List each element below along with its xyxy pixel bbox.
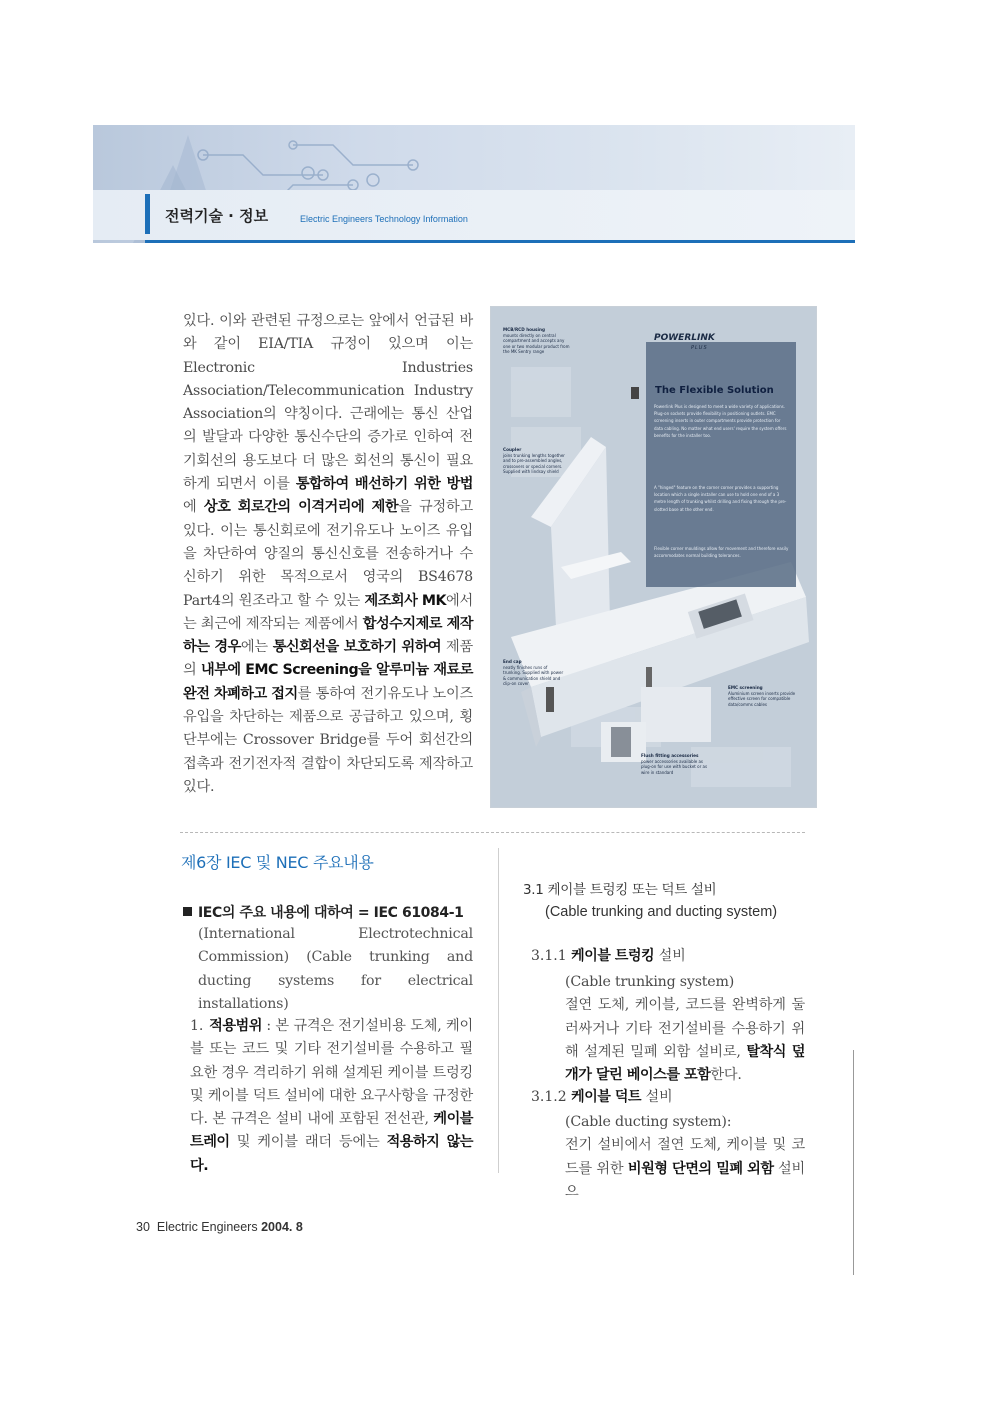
trunking-definition: (Cable trunking system) 절연 도체, 케이블, 코드를 완벽하게 둘러싸거나 기타 전기설비를 수용하기 위해 설계된 밀폐 외함 설비로, 탈착식 덮개가 달린 베이스를 포함한다. — [565, 974, 805, 1084]
powerlink-logo-plus: PLUS — [691, 345, 708, 351]
header-rule — [145, 240, 855, 243]
iec-heading: IEC의 주요 내용에 대하여 = IEC 61084-1 — [183, 902, 463, 922]
label-coupler: Coupler joins trunking lengths together and to pre-assembled angles, crossovers or special corners. Supplied with lindsay shield — [503, 447, 565, 474]
label-mcb-housing: MCB/RCD housing mounts directly on central compartment and accepts any one or two modular product from the MK Sentry range — [503, 327, 570, 354]
ducting-definition: (Cable ducting system): 전기 설비에서 절연 도체, 케이블 및 코드를 위한 비원형 단면의 밀폐 외함 설비으 — [565, 1114, 805, 1200]
product-photo-powerlink — [490, 306, 817, 808]
intro-paragraph: 있다. 이와 관련된 규정으로는 앞에서 언급된 바와 같이 EIA/TIA 규정이 있으며 이는 Electronic Industries Association/Telecommunication Industry Association의 약칭이다. 근래에는 통신 산업의 발달과 다양한 통신수단의 증가로 인하여 전기회선의 용도보다 더 많은 회선의 통신이 필요하게 되면서 이를 통합하여 배선하기 위한 방법에 상호 회로간의 이격거리에 제한을 규정하고 있다. 이는 통신회로에 전기유도나 노이즈 유입을 차단하여 양질의 통신신호를 전송하거나 수신하기 위한 목적으로서 영국의 BS4678 Part4의 원조라고 할 수 있는 제조회사 MK에서는 최근에 제작되는 제품에서 합성수지제로 제작하는 경우에는 통신회선을 보호하기 위하여 제품의 내부에 EMC Screening을 알루미늄 재료로 완전 차폐하고 접지를 통하여 전기유도나 노이즈 유입을 차단하는 제품으로 공급하고 있으며, 횡단부에는 Crossover Bridge를 두어 회선간의 접촉과 전기전자적 결합이 차단되도록 제작하고 있다. — [183, 313, 473, 795]
scan-edge-line — [853, 1050, 854, 1275]
heading-3-1-1: 3.1.1 케이블 트렁킹 설비 — [531, 948, 686, 964]
header-title: 전력기술 · 정보 — [165, 207, 269, 225]
header-subtitle: Electric Engineers Technology Information — [300, 214, 468, 224]
iec-description: (International Electrotechnical Commission) (Cable trunking and ducting systems for electrical installations) — [198, 926, 473, 1012]
column-divider — [498, 848, 499, 1173]
page-number: 30 — [136, 1220, 150, 1234]
issue-date: 2004. 8 — [261, 1220, 303, 1234]
section-divider — [180, 832, 805, 833]
page-footer — [136, 1220, 303, 1234]
bullet-square-icon — [183, 907, 192, 916]
label-end-cap: End cap neatly finishes runs of trunking. Supplied with power & communication shield and clip-on cover — [503, 659, 564, 686]
heading-3-1-2: 3.1.2 케이블 덕트 설비 — [531, 1089, 673, 1105]
heading-3-1-english: (Cable trunking and ducting system) — [545, 904, 778, 920]
header-accent-bar — [145, 194, 150, 234]
brochure-para-1: Powerlink Plus is designed to meet a wide variety of applications. Plug-on sockets provide flexibility in positioning outlets. EMC screening inserts in outer compartments provide protection for data cabling. No matter what end users' require the system offers benefits for the installer too. — [654, 404, 787, 438]
brochure-title: The Flexible Solution — [655, 385, 774, 396]
scope-item: 1. 적용범위 : 본 규격은 전기설비용 도체, 케이블 또는 코드 및 기타 전기설비를 수용하고 필요한 경우 격리하기 위해 설계된 케이블 트렁킹 및 케이블 덕트 설비에 대한 요구사항을 규정한다. 본 규격은 설비 내에 포함된 전선관, 케이블 트레이 및 케이블 래더 등에는 적용하지 않는다. — [190, 1018, 473, 1174]
brochure-para-2: A "hinged" feature on the corner corner provides a supporting location which a single installer can use to hold one end of a 3 metre length of trunking whilst drilling and fixing through the pre-slotted base at the other end. — [654, 485, 787, 512]
powerlink-logo: POWERLINK — [654, 333, 715, 343]
magazine-name: Electric Engineers — [156, 1220, 258, 1234]
section-title: 제6장 IEC 및 NEC 주요내용 — [181, 853, 374, 872]
label-flush-fitting: Flush fitting accessories power accessories available as plug-on for use with bucket or as wire in standard — [641, 753, 708, 775]
brochure-para-3: Flexible corner mouldings allow for movement and therefore easily accommodates normal building tolerances. — [654, 546, 789, 559]
label-emc-screening: EMC screening Aluminium screen inserts provide effective screen for compatible data/comms cables — [728, 685, 796, 707]
heading-3-1: 3.1 케이블 트렁킹 또는 덕트 설비 — [523, 882, 717, 898]
